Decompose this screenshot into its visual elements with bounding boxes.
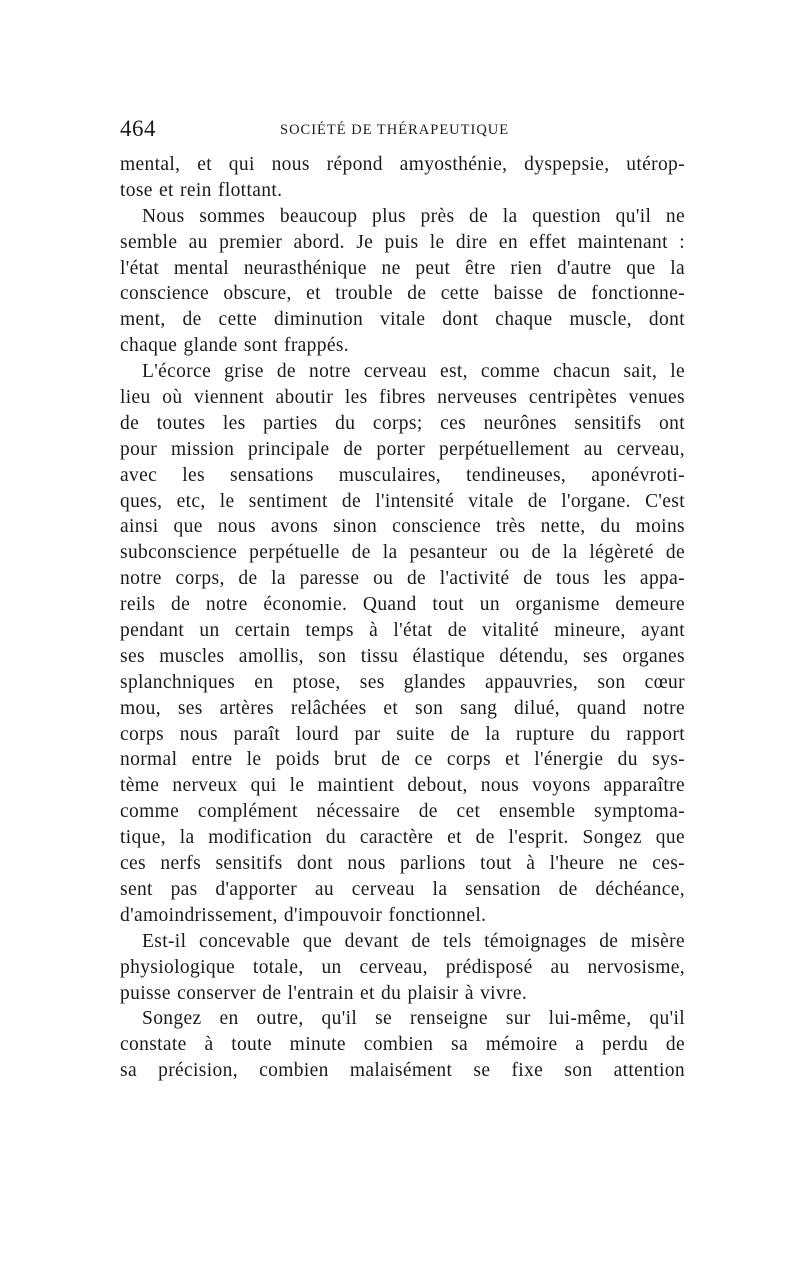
- text-line: puisse conserver de l'entrain et du plaisir à vivre.: [120, 982, 528, 1004]
- text-line: ses muscles amollis, son tissu élastique détendu, ses organes: [120, 645, 685, 667]
- text-line: tème nerveux qui le maintient debout, nous voyons apparaître: [120, 775, 685, 797]
- text-line: corps nous paraît lourd par suite de la rupture du rapport: [120, 723, 685, 745]
- journal-title: SOCIÉTÉ DE THÉRAPEUTIQUE: [280, 122, 510, 138]
- text-line: pendant un certain temps à l'état de vitalité mineure, ayant: [120, 620, 685, 642]
- text-line: ques, etc, le sentiment de l'intensité vitale de l'organe. C'est: [120, 490, 685, 512]
- text-line: avec les sensations musculaires, tendineuses, aponévroti-: [120, 464, 685, 486]
- text-line: subconscience perpétuelle de la pesanteur ou de la légèreté de: [120, 542, 685, 564]
- running-header: [120, 116, 685, 146]
- text-line: physiologique totale, un cerveau, prédisposé au nervosisme,: [120, 956, 685, 978]
- text-line: tique, la modification du caractère et de l'esprit. Songez que: [120, 827, 685, 849]
- text-line: mental, et qui nous répond amyosthénie, dyspepsie, utérop-: [120, 154, 685, 175]
- text-line: ainsi que nous avons sinon conscience très nette, du moins: [120, 516, 685, 538]
- text-line: sa précision, combien malaisément se fixe son attention: [120, 1060, 685, 1082]
- text-line: pour mission principale de porter perpétuellement au cerveau,: [120, 438, 685, 460]
- text-line: conscience obscure, et trouble de cette baisse de fonctionne-: [120, 283, 685, 305]
- text-line: ment, de cette diminution vitale dont chaque muscle, dont: [120, 309, 685, 331]
- text-line: Est-il concevable que devant de tels témoignages de misère: [142, 930, 685, 952]
- body-text: [120, 152, 685, 1084]
- text-line: tose et rein flottant.: [120, 179, 283, 201]
- text-line: de toutes les parties du corps; ces neurônes sensitifs ont: [120, 412, 685, 434]
- text-line: chaque glande sont frappés.: [120, 335, 350, 357]
- text-line: mou, ses artères relâchées et son sang dilué, quand notre: [120, 697, 685, 719]
- text-line: notre corps, de la paresse ou de l'activité de tous les appa-: [120, 568, 685, 590]
- page-number: 464: [120, 116, 156, 141]
- text-line: lieu où viennent aboutir les fibres nerveuses centripètes venues: [120, 387, 685, 409]
- text-line: normal entre le poids brut de ce corps et l'énergie du sys-: [120, 749, 685, 771]
- text-line: Songez en outre, qu'il se renseigne sur lui-même, qu'il: [142, 1008, 685, 1030]
- text-line: d'amoindrissement, d'impouvoir fonctionnel.: [120, 904, 487, 926]
- text-line: splanchniques en ptose, ses glandes appauvries, son cœur: [120, 671, 685, 693]
- text-line: ces nerfs sensitifs dont nous parlions tout à l'heure ne ces-: [120, 853, 685, 875]
- text-line: reils de notre économie. Quand tout un organisme demeure: [120, 594, 685, 616]
- text-line: Nous sommes beaucoup plus près de la question qu'il ne: [142, 205, 685, 227]
- text-line: semble au premier abord. Je puis le dire en effet maintenant :: [120, 231, 685, 253]
- text-line: L'écorce grise de notre cerveau est, comme chacun sait, le: [142, 361, 685, 383]
- text-line: sent pas d'apporter au cerveau la sensation de déchéance,: [120, 878, 685, 900]
- text-line: comme complément nécessaire de cet ensemble symptoma-: [120, 801, 685, 823]
- text-line: l'état mental neurasthénique ne peut être rien d'autre que la: [120, 257, 685, 279]
- text-line: constate à toute minute combien sa mémoire a perdu de: [120, 1034, 685, 1056]
